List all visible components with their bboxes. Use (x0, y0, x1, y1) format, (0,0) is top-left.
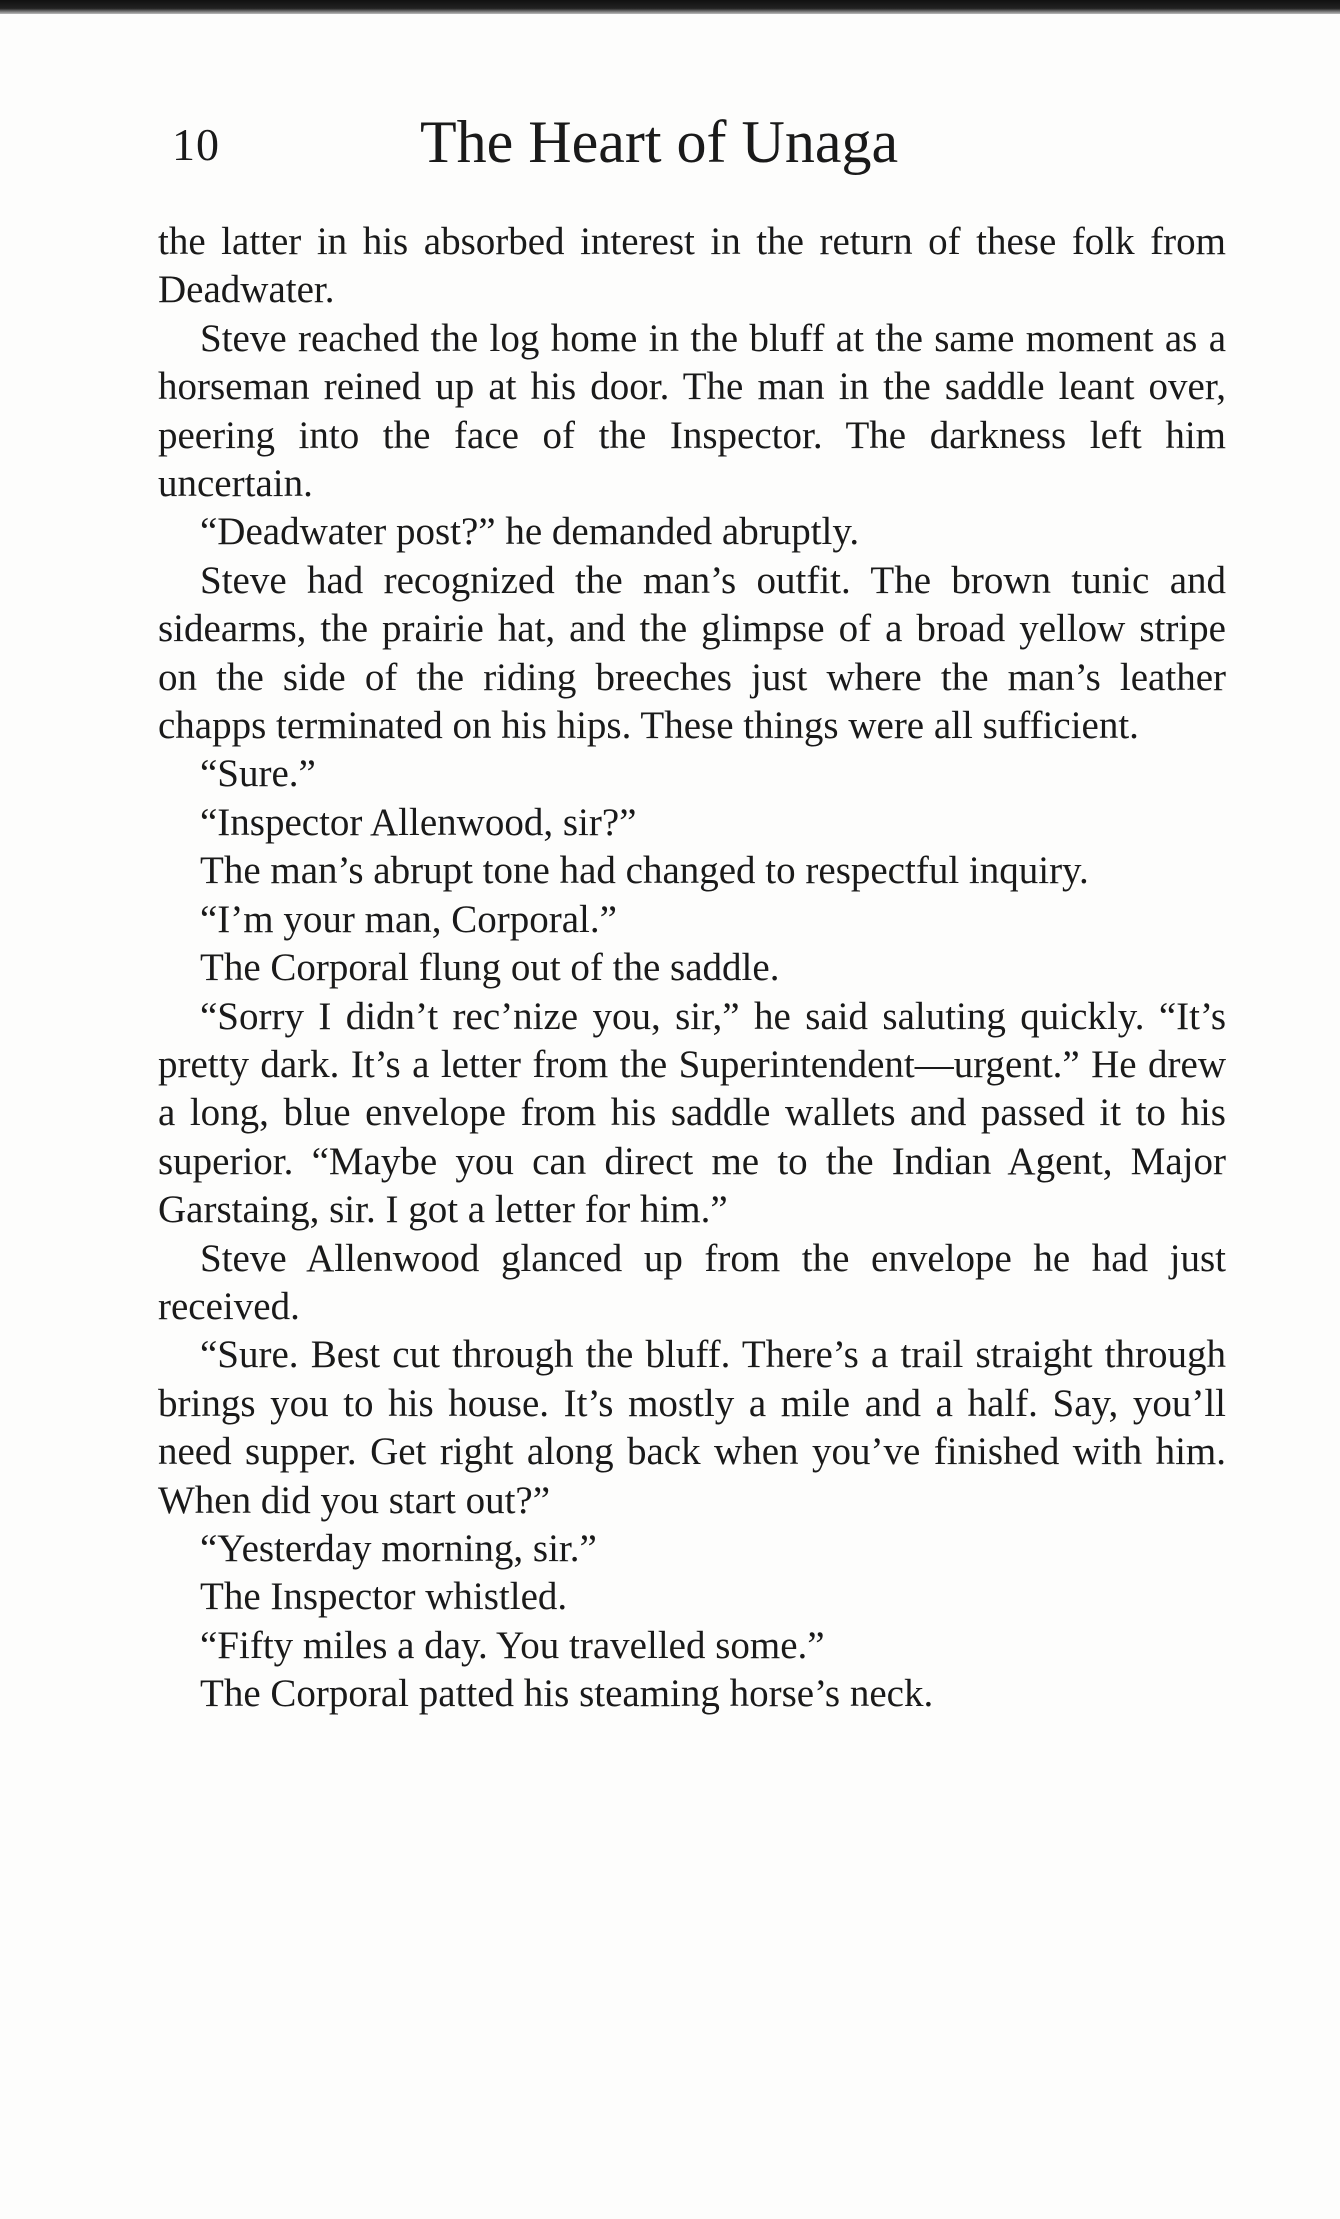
paragraph: The Inspector whistled. (200, 1575, 568, 1619)
body-text (158, 218, 1226, 1719)
paragraph: “Sure. Best cut through the bluff. There’s a trail straight through brings you to his house. It’s mostly a mile and a half. Say, you’ll need supper. Get right along back when you’ve finished with him. When did you start out?” (158, 1333, 1226, 1522)
paragraph: Steve had recognized the man’s outfit. The brown tunic and sidearms, the prairie hat, and the glimpse of a broad yellow stripe on the side of the riding breeches just where the man’s leather chapps terminated on his hips. These things were all sufficient. (158, 558, 1226, 748)
paragraph: the latter in his absorbed interest in the return of these folk from Deadwater. (158, 220, 1226, 312)
page-top-edge (0, 0, 1340, 14)
paragraph: “Inspector Allenwood, sir?” (200, 800, 637, 844)
paragraph: “I’m your man, Corporal.” (200, 897, 617, 941)
paragraph: The man’s abrupt tone had changed to respectful inquiry. (200, 849, 1089, 893)
paragraph: Steve Allenwood glanced up from the envelope he had just received. (158, 1236, 1226, 1328)
running-title: The Heart of Unaga (420, 109, 899, 175)
page-number: 10 (172, 119, 220, 170)
paragraph: “Fifty miles a day. You travelled some.” (200, 1623, 825, 1667)
paragraph: The Corporal patted his steaming horse’s neck. (200, 1672, 934, 1716)
paragraph: “Yesterday morning, sir.” (200, 1526, 597, 1570)
paragraph: “Deadwater post?” he demanded abruptly. (200, 510, 860, 554)
paragraph: The Corporal flung out of the saddle. (200, 946, 780, 990)
paragraph: “Sorry I didn’t rec’nize you, sir,” he said saluting quickly. “It’s pretty dark. It’s a letter from the Superintendent—urgent.” He drew a long, blue envelope from his saddle wallets and passed it to his superior. “Maybe you can direct me to the Indian Agent, Major Garstaing, sir. I got a letter for him.” (158, 994, 1226, 1232)
page-header (0, 108, 1340, 198)
paragraph: “Sure.” (200, 752, 316, 796)
paragraph: Steve reached the log home in the bluff at the same moment as a horseman reined up at his door. The man in the saddle leant over, peering into the face of the Inspector. The darkness left him uncertain. (158, 316, 1226, 506)
